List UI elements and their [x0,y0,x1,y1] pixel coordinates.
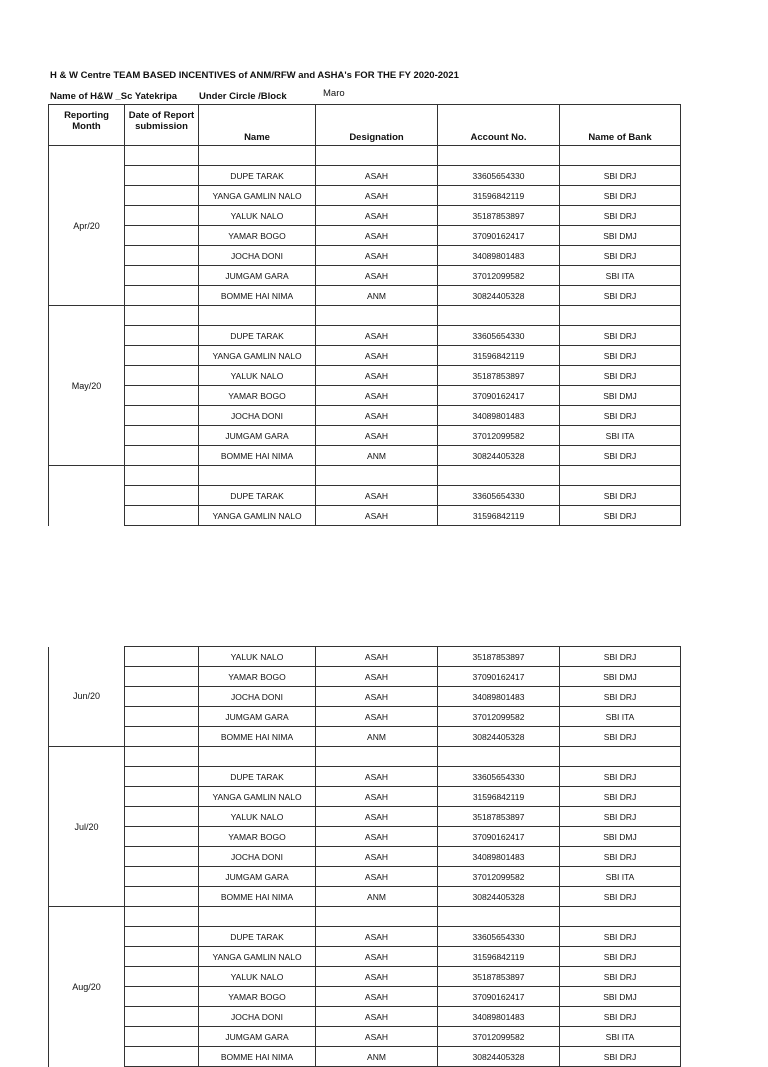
bank-cell: SBI DMJ [560,386,681,406]
account-cell: 34089801483 [438,847,560,867]
table-row [49,947,681,967]
account-cell: 35187853897 [438,206,560,226]
name-cell: YAMAR BOGO [199,667,316,687]
name-cell: BOMME HAI NIMA [199,887,316,907]
incentive-table-part-2 [48,646,681,1067]
date-of-report-cell [125,506,199,526]
account-cell: 37012099582 [438,266,560,286]
date-of-report-cell [125,246,199,266]
table-row [49,206,681,226]
account-cell: 34089801483 [438,246,560,266]
account-cell: 37012099582 [438,426,560,446]
empty-cell [316,907,438,927]
table-row [49,286,681,306]
empty-cell [438,146,560,166]
empty-cell [560,747,681,767]
date-of-report-cell [125,667,199,687]
designation-cell: ANM [316,1047,438,1067]
designation-cell: ASAH [316,346,438,366]
reporting-month-cell: Jun/20 [49,647,125,747]
account-cell: 34089801483 [438,687,560,707]
designation-cell: ASAH [316,386,438,406]
designation-cell: ASAH [316,927,438,947]
name-cell: JOCHA DONI [199,847,316,867]
account-cell: 37012099582 [438,1027,560,1047]
date-of-report-cell [125,767,199,787]
bank-cell: SBI DRJ [560,326,681,346]
table-row [49,386,681,406]
date-of-report-cell [125,1027,199,1047]
blank-row [49,907,681,927]
account-cell: 35187853897 [438,647,560,667]
name-cell: JUMGAM GARA [199,1027,316,1047]
name-cell: YANGA GAMLIN NALO [199,787,316,807]
empty-cell [316,747,438,767]
table-row [49,366,681,386]
date-of-report-cell [125,887,199,907]
designation-cell: ASAH [316,707,438,727]
bank-cell: SBI DRJ [560,1047,681,1067]
bank-cell: SBI DRJ [560,206,681,226]
table-row [49,346,681,366]
bank-cell: SBI DRJ [560,346,681,366]
account-cell: 37090162417 [438,386,560,406]
bank-cell: SBI DRJ [560,787,681,807]
table-row [49,1027,681,1047]
bank-cell: SBI DRJ [560,1007,681,1027]
name-cell: JUMGAM GARA [199,426,316,446]
name-cell: DUPE TARAK [199,486,316,506]
empty-cell [560,146,681,166]
bank-cell: SBI DRJ [560,727,681,747]
table-row [49,406,681,426]
designation-cell: ASAH [316,767,438,787]
table-row [49,727,681,747]
account-cell: 35187853897 [438,366,560,386]
empty-cell [125,747,199,767]
designation-cell: ASAH [316,326,438,346]
account-cell: 37090162417 [438,987,560,1007]
table-row [49,486,681,506]
blank-row [49,306,681,326]
bank-cell: SBI DRJ [560,847,681,867]
date-of-report-cell [125,346,199,366]
account-cell: 30824405328 [438,286,560,306]
table-row [49,987,681,1007]
bank-cell: SBI DRJ [560,947,681,967]
designation-cell: ASAH [316,506,438,526]
name-cell: BOMME HAI NIMA [199,446,316,466]
account-cell: 33605654330 [438,486,560,506]
reporting-month-cell: May/20 [49,306,125,466]
empty-cell [199,466,316,486]
date-of-report-cell [125,206,199,226]
date-of-report-cell [125,647,199,667]
table-row [49,506,681,526]
centre-name: Name of H&W _Sc Yatekripa [50,91,178,102]
name-cell: YALUK NALO [199,647,316,667]
bank-cell: SBI ITA [560,867,681,887]
account-cell: 33605654330 [438,927,560,947]
date-of-report-cell [125,1007,199,1027]
bank-cell: SBI DRJ [560,807,681,827]
empty-cell [199,146,316,166]
empty-cell [125,466,199,486]
empty-cell [316,466,438,486]
bank-cell: SBI DRJ [560,506,681,526]
account-cell: 35187853897 [438,807,560,827]
account-cell: 30824405328 [438,1047,560,1067]
bank-cell: SBI DMJ [560,827,681,847]
account-cell: 35187853897 [438,967,560,987]
name-cell: DUPE TARAK [199,767,316,787]
date-of-report-cell [125,787,199,807]
incentive-table-part-1 [48,104,681,526]
table-header-row [49,105,681,146]
designation-cell: ASAH [316,867,438,887]
account-cell: 31596842119 [438,346,560,366]
table-row [49,807,681,827]
column-header-account-no: Account No. [438,105,560,146]
designation-cell: ASAH [316,827,438,847]
empty-cell [199,306,316,326]
account-cell: 37090162417 [438,667,560,687]
account-cell: 31596842119 [438,506,560,526]
name-cell: JOCHA DONI [199,687,316,707]
empty-cell [316,146,438,166]
account-cell: 31596842119 [438,186,560,206]
reporting-month-cell: Jul/20 [49,747,125,907]
date-of-report-cell [125,827,199,847]
bank-cell: SBI DRJ [560,687,681,707]
name-cell: YANGA GAMLIN NALO [199,947,316,967]
name-cell: BOMME HAI NIMA [199,286,316,306]
date-of-report-cell [125,707,199,727]
bank-cell: SBI ITA [560,266,681,286]
account-cell: 37012099582 [438,867,560,887]
empty-cell [316,306,438,326]
reporting-month-cell: Aug/20 [49,907,125,1067]
empty-cell [560,907,681,927]
name-cell: YALUK NALO [199,366,316,386]
name-cell: JOCHA DONI [199,1007,316,1027]
designation-cell: ASAH [316,406,438,426]
blank-row [49,466,681,486]
account-cell: 30824405328 [438,887,560,907]
name-cell: JUMGAM GARA [199,867,316,887]
name-cell: BOMME HAI NIMA [199,727,316,747]
date-of-report-cell [125,366,199,386]
empty-cell [125,306,199,326]
column-header-bank: Name of Bank [560,105,681,146]
column-header-date-of-report: Date of Report submission [125,105,199,146]
name-cell: BOMME HAI NIMA [199,1047,316,1067]
account-cell: 31596842119 [438,787,560,807]
date-of-report-cell [125,486,199,506]
name-cell: YALUK NALO [199,807,316,827]
table-row [49,226,681,246]
account-cell: 30824405328 [438,727,560,747]
table-row [49,446,681,466]
account-cell: 37012099582 [438,707,560,727]
date-of-report-cell [125,186,199,206]
name-cell: DUPE TARAK [199,326,316,346]
date-of-report-cell [125,426,199,446]
circle-label: Under Circle /Block [199,91,287,102]
designation-cell: ASAH [316,1027,438,1047]
bank-cell: SBI DRJ [560,406,681,426]
date-of-report-cell [125,226,199,246]
designation-cell: ASAH [316,967,438,987]
account-cell: 33605654330 [438,767,560,787]
table-row [49,246,681,266]
name-cell: YAMAR BOGO [199,386,316,406]
account-cell: 37090162417 [438,827,560,847]
empty-cell [125,907,199,927]
name-cell: DUPE TARAK [199,927,316,947]
designation-cell: ASAH [316,647,438,667]
date-of-report-cell [125,847,199,867]
designation-cell: ASAH [316,787,438,807]
bank-cell: SBI DRJ [560,366,681,386]
designation-cell: ANM [316,286,438,306]
bank-cell: SBI DRJ [560,486,681,506]
date-of-report-cell [125,286,199,306]
column-header-designation: Designation [316,105,438,146]
empty-cell [199,907,316,927]
blank-row [49,747,681,767]
table-row [49,1007,681,1027]
account-cell: 34089801483 [438,1007,560,1027]
bank-cell: SBI DRJ [560,246,681,266]
account-cell: 34089801483 [438,406,560,426]
designation-cell: ASAH [316,947,438,967]
table-row [49,1047,681,1067]
table-row [49,887,681,907]
designation-cell: ASAH [316,847,438,867]
blank-row [49,146,681,166]
designation-cell: ANM [316,727,438,747]
date-of-report-cell [125,987,199,1007]
designation-cell: ASAH [316,486,438,506]
designation-cell: ASAH [316,226,438,246]
name-cell: YANGA GAMLIN NALO [199,186,316,206]
name-cell: YANGA GAMLIN NALO [199,506,316,526]
date-of-report-cell [125,807,199,827]
designation-cell: ASAH [316,1007,438,1027]
bank-cell: SBI DMJ [560,226,681,246]
bank-cell: SBI DRJ [560,166,681,186]
date-of-report-cell [125,266,199,286]
bank-cell: SBI DRJ [560,286,681,306]
date-of-report-cell [125,967,199,987]
empty-cell [125,146,199,166]
table-row [49,767,681,787]
designation-cell: ASAH [316,166,438,186]
designation-cell: ASAH [316,426,438,446]
date-of-report-cell [125,406,199,426]
date-of-report-cell [125,927,199,947]
name-cell: JUMGAM GARA [199,266,316,286]
table-row [49,186,681,206]
column-header-reporting-month: Reporting Month [49,105,125,146]
table-row [49,867,681,887]
name-cell: JUMGAM GARA [199,707,316,727]
table-row [49,266,681,286]
name-cell: JOCHA DONI [199,246,316,266]
table-row [49,647,681,667]
reporting-month-cell [49,466,125,526]
bank-cell: SBI ITA [560,707,681,727]
table-row [49,707,681,727]
bank-cell: SBI DRJ [560,967,681,987]
table-row [49,166,681,186]
designation-cell: ANM [316,887,438,907]
empty-cell [438,907,560,927]
bank-cell: SBI ITA [560,426,681,446]
column-header-name: Name [199,105,316,146]
name-cell: JOCHA DONI [199,406,316,426]
empty-cell [199,747,316,767]
date-of-report-cell [125,1047,199,1067]
name-cell: DUPE TARAK [199,166,316,186]
name-cell: YAMAR BOGO [199,827,316,847]
designation-cell: ASAH [316,366,438,386]
date-of-report-cell [125,326,199,346]
bank-cell: SBI DRJ [560,647,681,667]
table-row [49,847,681,867]
designation-cell: ASAH [316,206,438,226]
bank-cell: SBI DRJ [560,927,681,947]
bank-cell: SBI DRJ [560,887,681,907]
bank-cell: SBI DMJ [560,987,681,1007]
table-row [49,687,681,707]
designation-cell: ASAH [316,667,438,687]
date-of-report-cell [125,166,199,186]
table-row [49,827,681,847]
name-cell: YANGA GAMLIN NALO [199,346,316,366]
empty-cell [438,466,560,486]
table-row [49,326,681,346]
bank-cell: SBI DRJ [560,186,681,206]
bank-cell: SBI ITA [560,1027,681,1047]
name-cell: YALUK NALO [199,206,316,226]
date-of-report-cell [125,446,199,466]
designation-cell: ASAH [316,266,438,286]
name-cell: YALUK NALO [199,967,316,987]
date-of-report-cell [125,947,199,967]
bank-cell: SBI DMJ [560,667,681,687]
designation-cell: ASAH [316,246,438,266]
designation-cell: ASAH [316,186,438,206]
account-cell: 30824405328 [438,446,560,466]
circle-value: Maro [323,88,345,99]
table-row [49,967,681,987]
empty-cell [560,466,681,486]
name-cell: YAMAR BOGO [199,226,316,246]
account-cell: 31596842119 [438,947,560,967]
empty-cell [438,747,560,767]
designation-cell: ASAH [316,687,438,707]
account-cell: 37090162417 [438,226,560,246]
date-of-report-cell [125,727,199,747]
bank-cell: SBI DRJ [560,446,681,466]
date-of-report-cell [125,687,199,707]
table-row [49,787,681,807]
designation-cell: ASAH [316,807,438,827]
account-cell: 33605654330 [438,326,560,346]
document-title: H & W Centre TEAM BASED INCENTIVES of ANM/RFW and ASHA's FOR THE FY 2020-2021 [50,70,459,81]
table-row [49,426,681,446]
date-of-report-cell [125,867,199,887]
bank-cell: SBI DRJ [560,767,681,787]
reporting-month-cell: Apr/20 [49,146,125,306]
name-cell: YAMAR BOGO [199,987,316,1007]
empty-cell [438,306,560,326]
table-row [49,927,681,947]
table-row [49,667,681,687]
designation-cell: ASAH [316,987,438,1007]
designation-cell: ANM [316,446,438,466]
empty-cell [560,306,681,326]
account-cell: 33605654330 [438,166,560,186]
date-of-report-cell [125,386,199,406]
